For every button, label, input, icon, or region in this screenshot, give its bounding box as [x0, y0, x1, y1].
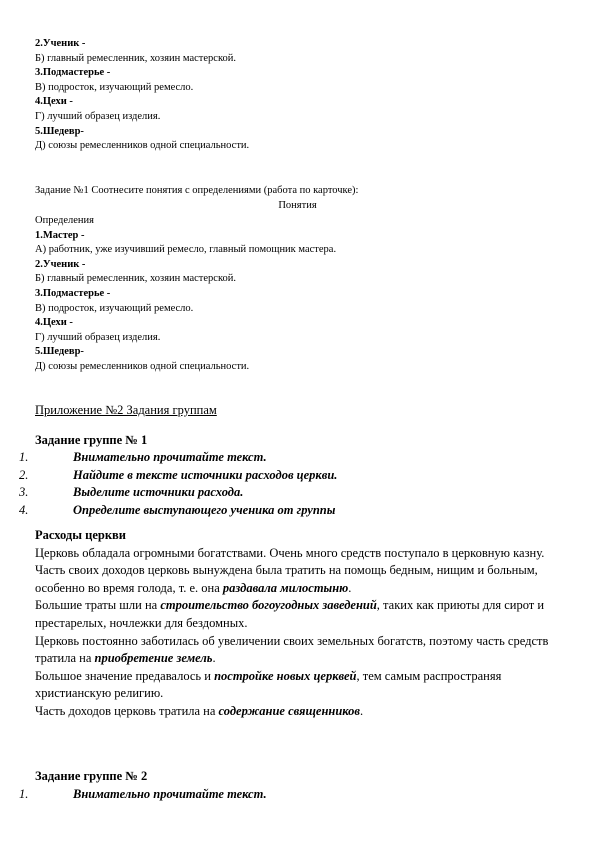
definition: А) работник, уже изучивший ремесло, главный помощник мастера. [35, 244, 337, 256]
paragraph: Большие траты шли на строительство богоугодных заведений, таких как приюты для сирот и престарелых, ночлежки для бездомных. [35, 598, 545, 630]
expenses-title: Расходы церкви [35, 528, 126, 542]
term: 2.Ученик - [35, 38, 86, 49]
group1-title: Задание группе № 1 [35, 433, 148, 447]
term: 4.Цехи - [35, 317, 73, 329]
task1-heading: Задание №1 Соотнесите понятия с определениями (работа по карточке): [35, 185, 359, 196]
definition: В) подросток, изучающий ремесло. [35, 302, 194, 314]
term: 2.Ученик - [35, 258, 86, 270]
term: 5.Шедевр- [35, 125, 84, 137]
paragraph: Часть своих доходов церковь вынуждена была тратить на помощь бедным, нищим и больным, особенно во время голода, т. е. она раздавала милостыню. [35, 563, 538, 595]
definition: Г) лучший образец изделия. [35, 331, 161, 343]
definitions-label: Определения [35, 215, 94, 226]
definition: Б) главный ремесленник, хозяин мастерской. [35, 273, 237, 285]
list-item: 2. Найдите в тексте источники расходов церкви. [19, 467, 338, 482]
list-item: 1. Внимательно прочитайте текст. [19, 787, 267, 801]
list-item: 1. Внимательно прочитайте текст. [19, 450, 267, 464]
term: 4.Цехи - [35, 96, 73, 108]
term: 1.Мастер - [35, 229, 85, 241]
terms-block-task1 [35, 214, 565, 375]
paragraph: Большое значение предавалось и постройке новых церквей, тем самым распространяя христианскую религию. [35, 668, 502, 701]
list-item: 3. Выделите источники расхода. [19, 485, 244, 500]
list-item: 4. Определите выступающего ученика от группы [19, 502, 336, 517]
term: 3.Подмастерье - [35, 287, 111, 299]
definition: Б) главный ремесленник, хозяин мастерской. [35, 52, 237, 64]
concepts-label: Понятия [278, 200, 317, 211]
definition: Д) союзы ремесленников одной специальности. [35, 140, 250, 152]
paragraph: Часть доходов церковь тратила на содержание священников. [35, 703, 364, 718]
term: 3.Подмастерье - [35, 67, 111, 79]
definition: Д) союзы ремесленников одной специальности. [35, 360, 250, 372]
appendix-title: Приложение №2 Задания группам [35, 403, 217, 417]
group2-steps [19, 786, 565, 804]
paragraph: Церковь обладала огромными богатствами. Очень много средств поступало в церковную казну. [35, 545, 545, 560]
group2-title: Задание группе № 2 [35, 769, 148, 783]
paragraph: Церковь постоянно заботилась об увеличении своих земельных богатств, поэтому часть средств тратила на приобретение земель. [35, 633, 549, 666]
definition: Г) лучший образец изделия. [35, 110, 161, 122]
definition: В) подросток, изучающий ремесло. [35, 81, 194, 93]
terms-block-top [35, 37, 565, 154]
group1-steps [19, 449, 565, 519]
term: 5.Шедевр- [35, 346, 84, 358]
expenses-section [35, 527, 565, 721]
